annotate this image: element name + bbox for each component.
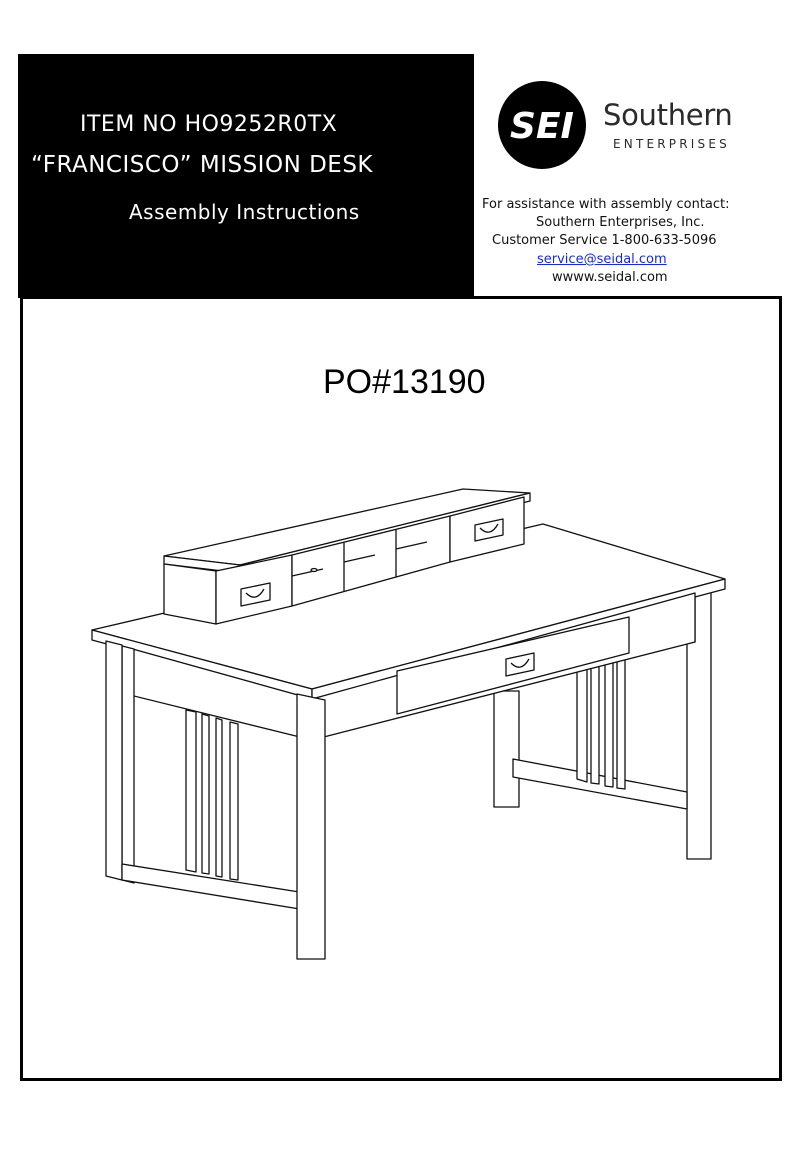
brand-name: Southern (603, 98, 733, 132)
product-name: “FRANCISCO” MISSION DESK (31, 152, 374, 178)
front-right-leg (297, 694, 325, 959)
hutch-left-drawer-side (164, 564, 216, 624)
desk-illustration (23, 299, 779, 1078)
brand-subtitle: ENTERPRISES (613, 137, 730, 151)
contact-website: wwww.seidal.com (552, 270, 668, 285)
left-front-leg (122, 646, 134, 883)
contact-company: Southern Enterprises, Inc. (536, 215, 705, 230)
item-number: ITEM NO HO9252R0TX (80, 112, 338, 137)
sei-logo-text: SEI (510, 106, 574, 147)
right-stretcher (513, 759, 687, 809)
back-left-leg (494, 691, 519, 807)
contact-intro: For assistance with assembly contact: (482, 197, 730, 212)
document-subtitle: Assembly Instructions (129, 200, 360, 224)
title-banner (18, 54, 474, 298)
contact-email-link[interactable]: service@seidal.com (537, 252, 667, 267)
sei-logo-icon (497, 80, 587, 170)
contact-phone: Customer Service 1-800-633-5096 (492, 233, 717, 248)
illustration-frame (20, 296, 782, 1081)
po-number: PO#13190 (323, 363, 486, 401)
